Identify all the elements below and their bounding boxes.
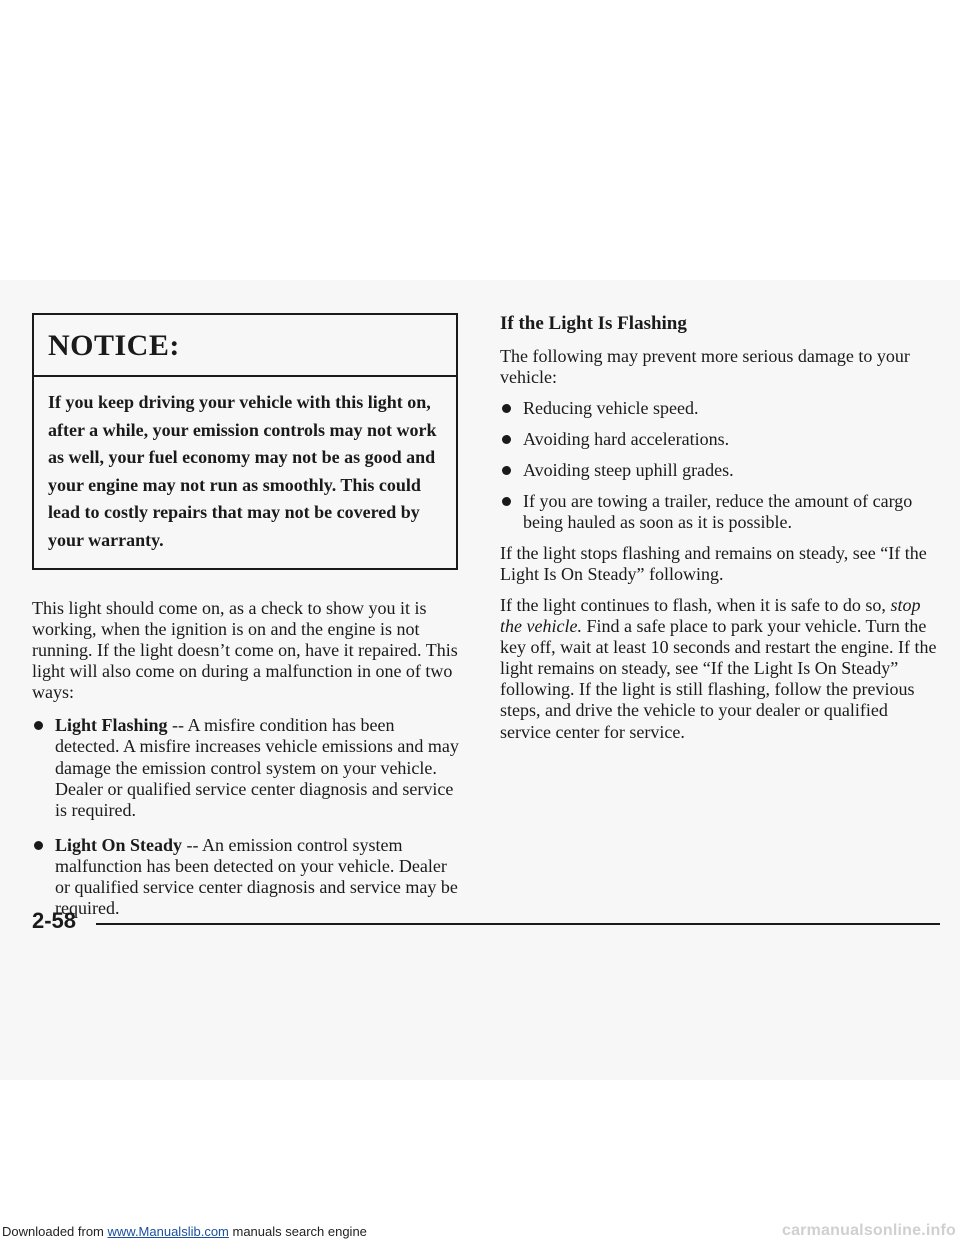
light-flashing-desc: -- A misfire condition has been detected. A misfire increases vehicle emissions and may damage the emission control system on your vehicle. Dealer or qualified service center diagnosis and service is required. [55, 715, 459, 820]
right-column [500, 313, 940, 743]
prevent-damage-list [500, 398, 940, 533]
notice-heading: NOTICE: [34, 315, 456, 377]
term-light-flashing: Light Flashing [55, 715, 168, 736]
notice-body: If you keep driving your vehicle with this light on, after a while, your emission controls may not work as well, your fuel economy may not be as good and your engine may not run as smoothly. This could lead to costly repairs that may not be covered by your warranty. [48, 392, 437, 550]
list-item [32, 715, 462, 820]
flashing-intro-paragraph: The following may prevent more serious damage to your vehicle: [500, 345, 910, 387]
malfunction-modes-list [32, 715, 462, 918]
stops-flashing-paragraph: If the light stops flashing and remains on steady, see “If the Light Is On Steady” following. [500, 543, 927, 585]
page-footer [32, 906, 940, 940]
list-item: Avoiding hard accelerations. [500, 429, 940, 450]
para2-start: If the light continues to flash, when it is safe to do so, [500, 595, 891, 616]
page-number: 2-58 [32, 908, 77, 933]
download-suffix: manuals search engine [228, 1224, 367, 1239]
left-column [32, 313, 462, 919]
mil-intro-paragraph: This light should come on, as a check to show you it is working, when the ignition is on and the engine is not running. If the light doesn’t come on, have it repaired. This light will also come on during a malfunction in one of two ways: [32, 598, 458, 703]
download-notice [2, 1224, 367, 1239]
list-item: Avoiding steep uphill grades. [500, 460, 940, 481]
term-light-on-steady: Light On Steady [55, 834, 183, 855]
download-prefix: Downloaded from [2, 1224, 108, 1239]
continues-flashing-paragraph [500, 595, 940, 742]
notice-box [32, 313, 458, 570]
para2-end: Find a safe place to park your vehicle. Turn the key off, wait at least 10 seconds and restart the engine. If the light remains on steady, see “If the Light Is On Steady” following. If the light is still flashing, follow the previous steps, and drive the vehicle to your dealer or qualified service center for service. [500, 616, 937, 742]
list-item: If you are towing a trailer, reduce the amount of cargo being hauled as soon as it is possible. [500, 491, 940, 533]
stop-vehicle-emphasis: stop the vehicle. [500, 595, 921, 637]
watermark-text: carmanualsonline.info [781, 1222, 956, 1239]
light-on-steady-desc: -- An emission control system malfunction has been detected on your vehicle. Dealer or qualified service center diagnosis and service may be required. [55, 834, 458, 918]
list-item: Reducing vehicle speed. [500, 398, 940, 419]
download-banner [0, 1222, 960, 1242]
manualslib-link[interactable]: www.Manualslib.com [107, 1224, 229, 1239]
section-title: If the Light Is Flashing [500, 313, 687, 334]
footer-rule [96, 923, 940, 925]
